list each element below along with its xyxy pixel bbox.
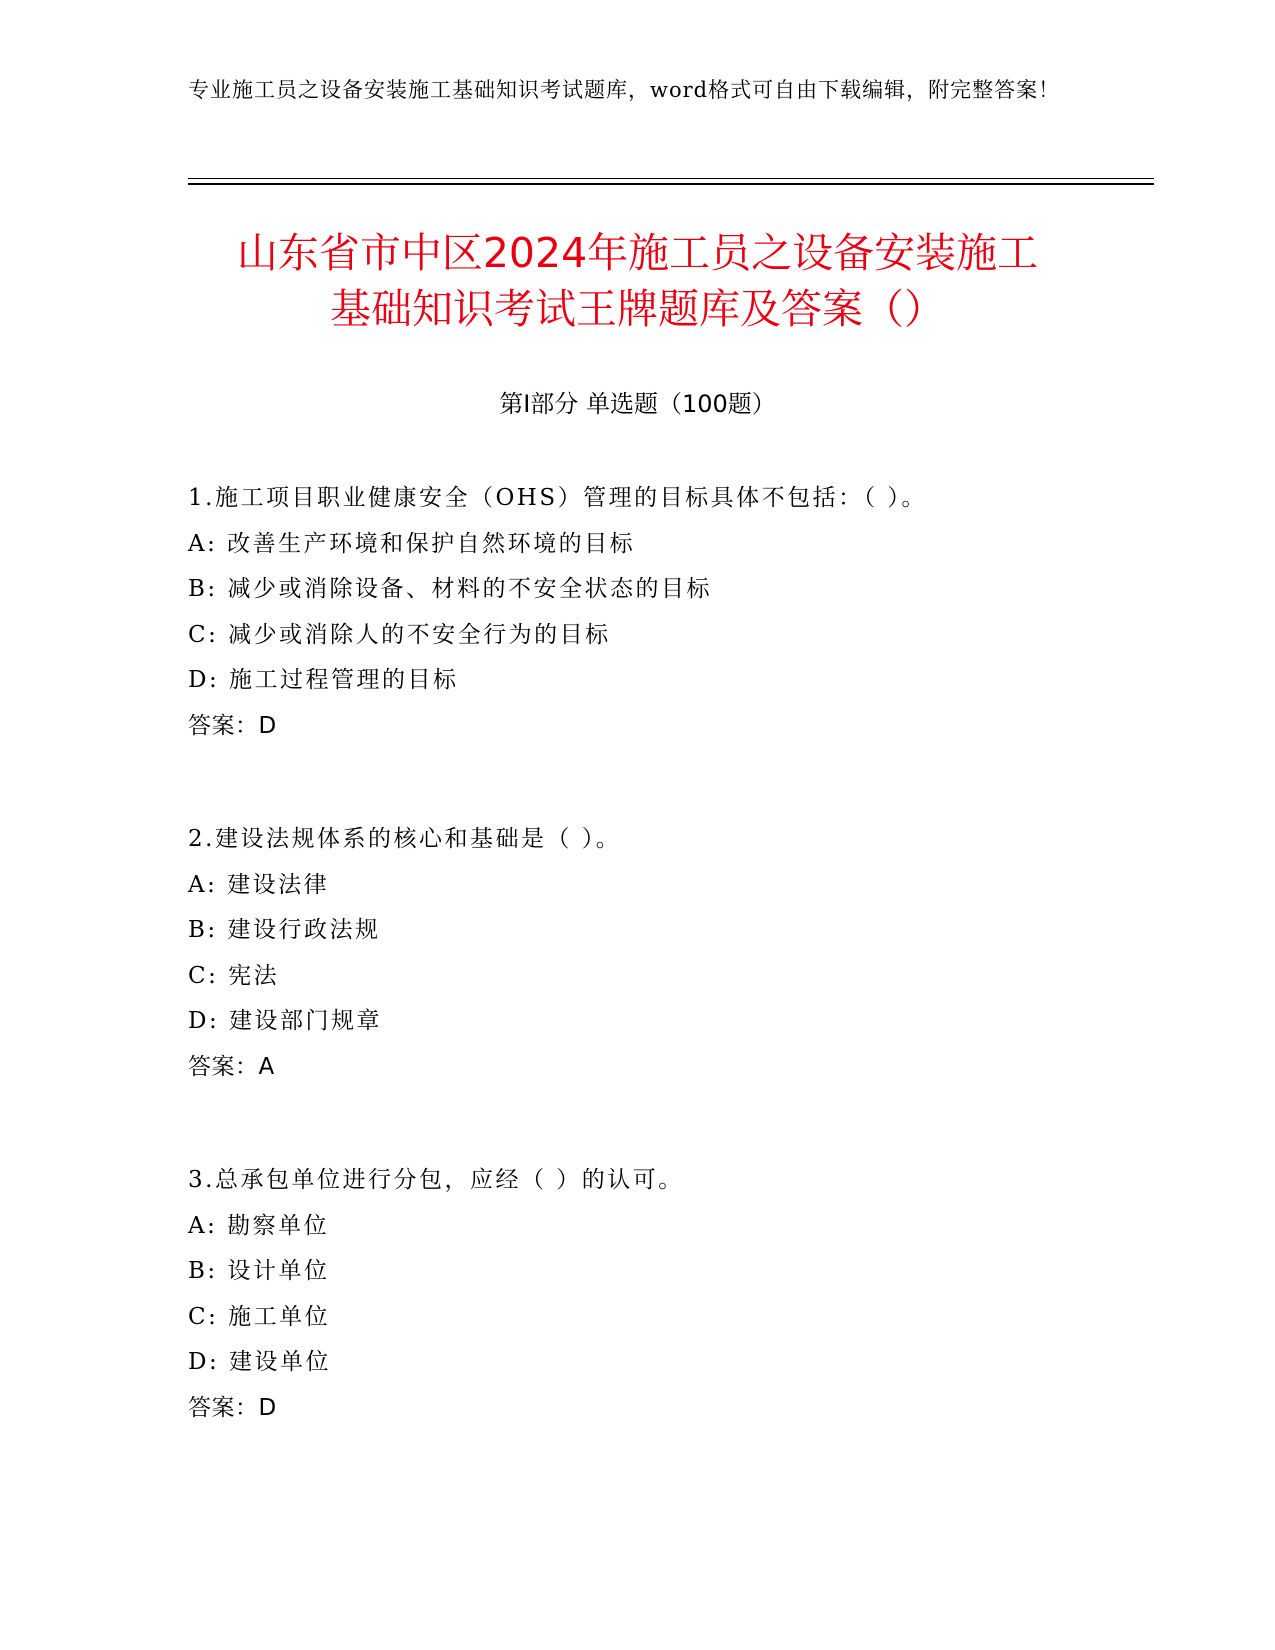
- answer: 答案：D: [188, 712, 277, 739]
- answer: 答案：A: [188, 1053, 275, 1080]
- option-b: B: 设计单位: [188, 1258, 330, 1284]
- question-stem: 3.总承包单位进行分包，应经（ ）的认可。: [188, 1167, 684, 1193]
- question-list: [188, 476, 1148, 1499]
- document-title: [150, 225, 1125, 337]
- option-c: C: 宪法: [188, 962, 280, 989]
- option-d: D: 施工过程管理的目标: [188, 667, 459, 693]
- option-a: A: 改善生产环境和保护自然环境的目标: [188, 530, 636, 557]
- section-title: 第Ⅰ部分 单选题（100题）: [499, 390, 776, 418]
- header-note: 专业施工员之设备安装施工基础知识考试题库，word格式可自由下载编辑，附完整答案！: [188, 78, 1061, 102]
- option-a: A: 勘察单位: [188, 1212, 330, 1239]
- question-stem: 1.施工项目职业健康安全（OHS）管理的目标具体不包括：（ ）。: [188, 485, 927, 511]
- option-d: D: 建设单位: [188, 1349, 332, 1375]
- option-b: B: 减少或消除设备、材料的不安全状态的目标: [188, 576, 712, 602]
- option-b: B: 建设行政法规: [188, 917, 381, 943]
- document-title-line-1: 山东省市中区2024年施工员之设备安装施工: [236, 229, 1039, 277]
- header-divider-thin: [188, 178, 1154, 179]
- option-c: C: 施工单位: [188, 1303, 331, 1330]
- document-title-line-2: 基础知识考试王牌题库及答案（）: [330, 285, 945, 333]
- question-item: [188, 476, 1148, 749]
- answer: 答案：D: [188, 1394, 277, 1421]
- question-item: [188, 1158, 1148, 1431]
- option-d: D: 建设部门规章: [188, 1008, 383, 1034]
- option-a: A: 建设法律: [188, 871, 330, 898]
- header-divider-thick: [188, 183, 1154, 185]
- option-c: C: 减少或消除人的不安全行为的目标: [188, 621, 611, 648]
- question-item: [188, 817, 1148, 1090]
- question-stem: 2.建设法规体系的核心和基础是（ ）。: [188, 826, 622, 852]
